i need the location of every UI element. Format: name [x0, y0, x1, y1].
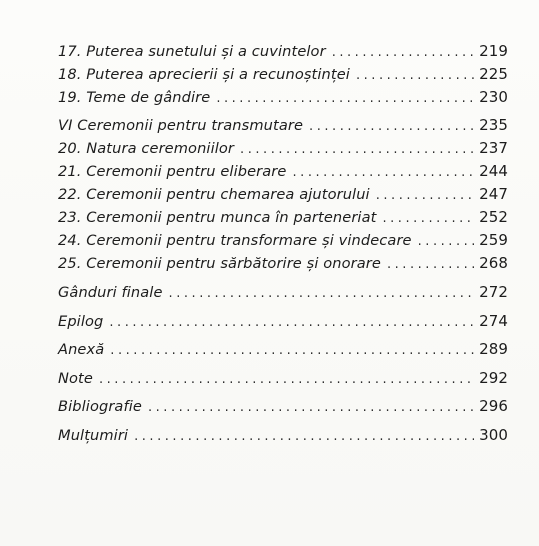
toc-entry-title: Mulțumiri	[58, 426, 129, 444]
dot-leader	[332, 45, 474, 60]
toc-entry-page: 268	[479, 254, 508, 272]
dot-leader	[148, 400, 474, 415]
dot-leader	[356, 68, 474, 83]
toc-entry-page: 289	[479, 340, 508, 358]
toc-entry-title: Epilog	[58, 312, 104, 330]
dot-leader	[169, 286, 474, 301]
toc-entry-18	[58, 65, 508, 88]
toc-part-title: VI Ceremonii pentru transmutare	[58, 117, 304, 134]
toc-entry-epilog	[58, 312, 508, 341]
toc-entry-title: Anexă	[58, 341, 105, 358]
toc-entry-20	[58, 139, 508, 162]
toc-entry-page: 252	[479, 208, 508, 226]
toc-entry-multumiri	[58, 426, 508, 455]
toc-part-vi	[58, 116, 508, 139]
toc-entry-title: 25. Ceremonii pentru sărbătorire și onorare	[58, 255, 381, 272]
dot-leader	[110, 343, 474, 358]
toc-entry-ganduri-finale	[58, 283, 508, 312]
toc-entry-title: 20. Natura ceremoniilor	[58, 140, 235, 157]
dot-leader	[376, 188, 474, 203]
toc-entry-page: 235	[479, 116, 508, 134]
toc-entry-page: 292	[479, 368, 508, 387]
table-of-contents	[58, 42, 508, 454]
toc-entry-24	[58, 231, 508, 254]
toc-entry-bibliografie	[58, 397, 508, 426]
toc-entry-page: 274	[479, 311, 508, 330]
toc-entry-page: 259	[479, 231, 508, 249]
toc-entry-22	[58, 185, 508, 208]
toc-entry-page: 272	[479, 283, 508, 301]
toc-entry-page: 296	[479, 397, 508, 415]
toc-entry-title: 19. Teme de gândire	[58, 89, 211, 106]
dot-leader	[134, 429, 474, 444]
toc-entry-title: 17. Puterea sunetului și a cuvintelor	[58, 43, 326, 60]
dot-leader	[309, 119, 474, 134]
toc-entry-title: 24. Ceremonii pentru transformare și vindecare	[58, 232, 412, 249]
toc-entry-page: 300	[479, 425, 508, 444]
toc-entry-title: 18. Puterea aprecierii și a recunoștinței	[58, 66, 350, 83]
dot-leader	[382, 211, 474, 226]
dot-leader	[216, 91, 474, 106]
dot-leader	[418, 234, 474, 249]
dot-leader	[109, 315, 474, 330]
dot-leader	[293, 165, 475, 180]
toc-entry-title: Gânduri finale	[58, 284, 163, 301]
toc-entry-19	[58, 88, 508, 111]
toc-entry-page: 230	[479, 88, 508, 106]
dot-leader	[240, 142, 474, 157]
dot-leader	[99, 372, 474, 387]
toc-entry-page: 219	[479, 42, 508, 60]
toc-entry-title: 23. Ceremonii pentru munca în parteneriat	[58, 209, 377, 226]
toc-entry-23	[58, 208, 508, 231]
toc-entry-page: 225	[479, 65, 508, 83]
toc-entry-page: 247	[479, 185, 508, 203]
toc-entry-title: 22. Ceremonii pentru chemarea ajutorului	[58, 186, 370, 203]
toc-entry-page: 244	[479, 162, 508, 180]
dot-leader	[387, 257, 474, 272]
toc-entry-note	[58, 369, 508, 398]
toc-entry-page: 237	[479, 139, 508, 157]
toc-entry-anexa	[58, 340, 508, 369]
toc-entry-title: Note	[58, 369, 93, 387]
toc-entry-title: 21. Ceremonii pentru eliberare	[58, 163, 287, 180]
toc-entry-17	[58, 42, 508, 65]
toc-entry-title: Bibliografie	[58, 398, 142, 415]
toc-entry-21	[58, 162, 508, 185]
toc-entry-25	[58, 254, 508, 277]
